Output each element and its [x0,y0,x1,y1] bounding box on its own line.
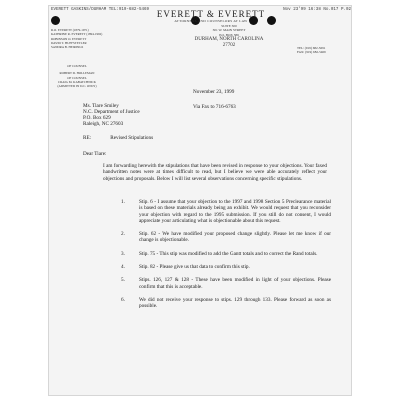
firm-suite: SUITE 300 [221,24,237,28]
letter-date: November 23, 1999 [193,89,235,95]
letter-body [49,6,352,396]
list-item [121,277,331,290]
partner-name: KATHRINE R. EVERETT (1894-1992) [51,32,103,37]
item-number: 2. [121,231,125,238]
counsel-title: OF COUNSEL [67,75,87,80]
item-text: Stip. 75 - This stip was modified to add the Gantt totals and to correct the Rand totals. [139,250,318,257]
recipient-address [83,103,183,127]
item-text: Stip. 62 - We have modified your proposed change slightly. Please let me know if our change is objectionable. [139,231,331,244]
fax-header-sender: EVERETT GASKINS/DURHAM TEL:919-682-5469 [51,8,150,12]
list-item [121,251,331,257]
of-counsel-heading: OF COUNSEL [67,64,87,68]
fax-header-timestamp: Nov 23'99 16:38 No.017 P.02 [283,8,351,12]
list-item [121,264,331,270]
list-item [121,199,331,224]
stipulation-list [121,199,331,317]
salutation: Dear Tiare: [83,151,107,157]
recipient-po-box: P.O. Box 629 [83,115,111,122]
faxed-letter-page [48,5,352,396]
partner-name: SANDRA B. HEIRINGS [51,45,84,50]
subject-line [83,135,153,141]
item-number: 3. [121,250,125,257]
partner-name: DAVID T. HUFFSTETLER [51,40,87,45]
item-number: 1. [121,199,125,205]
counsel-note: (ADMITTED IN D.C. ONLY) [57,84,97,89]
recipient-city: Raleigh, NC 27603 [83,121,124,128]
firm-fax-number: FAX: (919) 682-5469 [297,50,326,55]
partner-name: ROBINSON O. EVERETT [51,36,87,41]
list-item [121,231,331,244]
intro-continuation: objections. Your faxed handwritten notes were at times difficult to read, but I believe we were able accurately reflect your objections and proposals. Below I will list several observations concerning specific stipulations. [103,163,328,182]
firm-telephone: TEL: (919) 682-5691 [297,46,326,50]
firm-subtitle: ATTORNEYS AND COUNSELORS AT LAW [174,19,248,23]
recipient-name: Ms. Tiare Smiley [83,103,119,109]
subject-text: Revised Stipulations [110,135,154,141]
item-number: 6. [121,296,125,303]
counsel-name: ROBERT D. HOLLEMAN [59,71,95,76]
firm-name: EVERETT & EVERETT [156,9,266,19]
item-number: 5. [121,277,125,284]
delivery-method: Via Fax to 716-6763 [193,104,236,110]
counsel-name: CRAIG M. KABATCHNICK [58,79,96,84]
firm-po-box: P.O. BOX 586 [219,32,239,37]
item-text: Stip. 82 - Please give us that data to confirm this stip. [139,264,250,271]
intro-paragraph [103,163,327,182]
firm-city: DURHAM, NORTH CAROLINA 27702 [194,37,264,49]
item-text: Stips. 126, 127 & 128 - These have been modified in light of your objections. Please confirm that this is acceptable. [139,277,331,290]
list-item [121,297,331,310]
item-number: 4. [121,264,125,271]
subject-label: RE: [83,135,92,141]
partner-name: R.O. EVERETT (1879-1971) [51,28,89,32]
recipient-organization: N.C. Department of Justice [83,109,140,116]
intro-first-line: I am forwarding herewith the stipulations that have been revised in response to your [103,163,279,169]
firm-street: 301 W. MAIN STREET [212,28,246,33]
item-text: Stip. 6 - I assume that your objection to the 1997 and 1998 Section 5 Preclearance material is based on these materials already being an exhibit. We would request that you reconsider your objection with regard to the 1995 submission. If you still do not consent, I would appreciate your articulating what is objectionable about this request. [139,199,331,224]
item-text: We did not receive your response to stips. 129 through 133. Please forward as soon as possible. [139,296,331,310]
